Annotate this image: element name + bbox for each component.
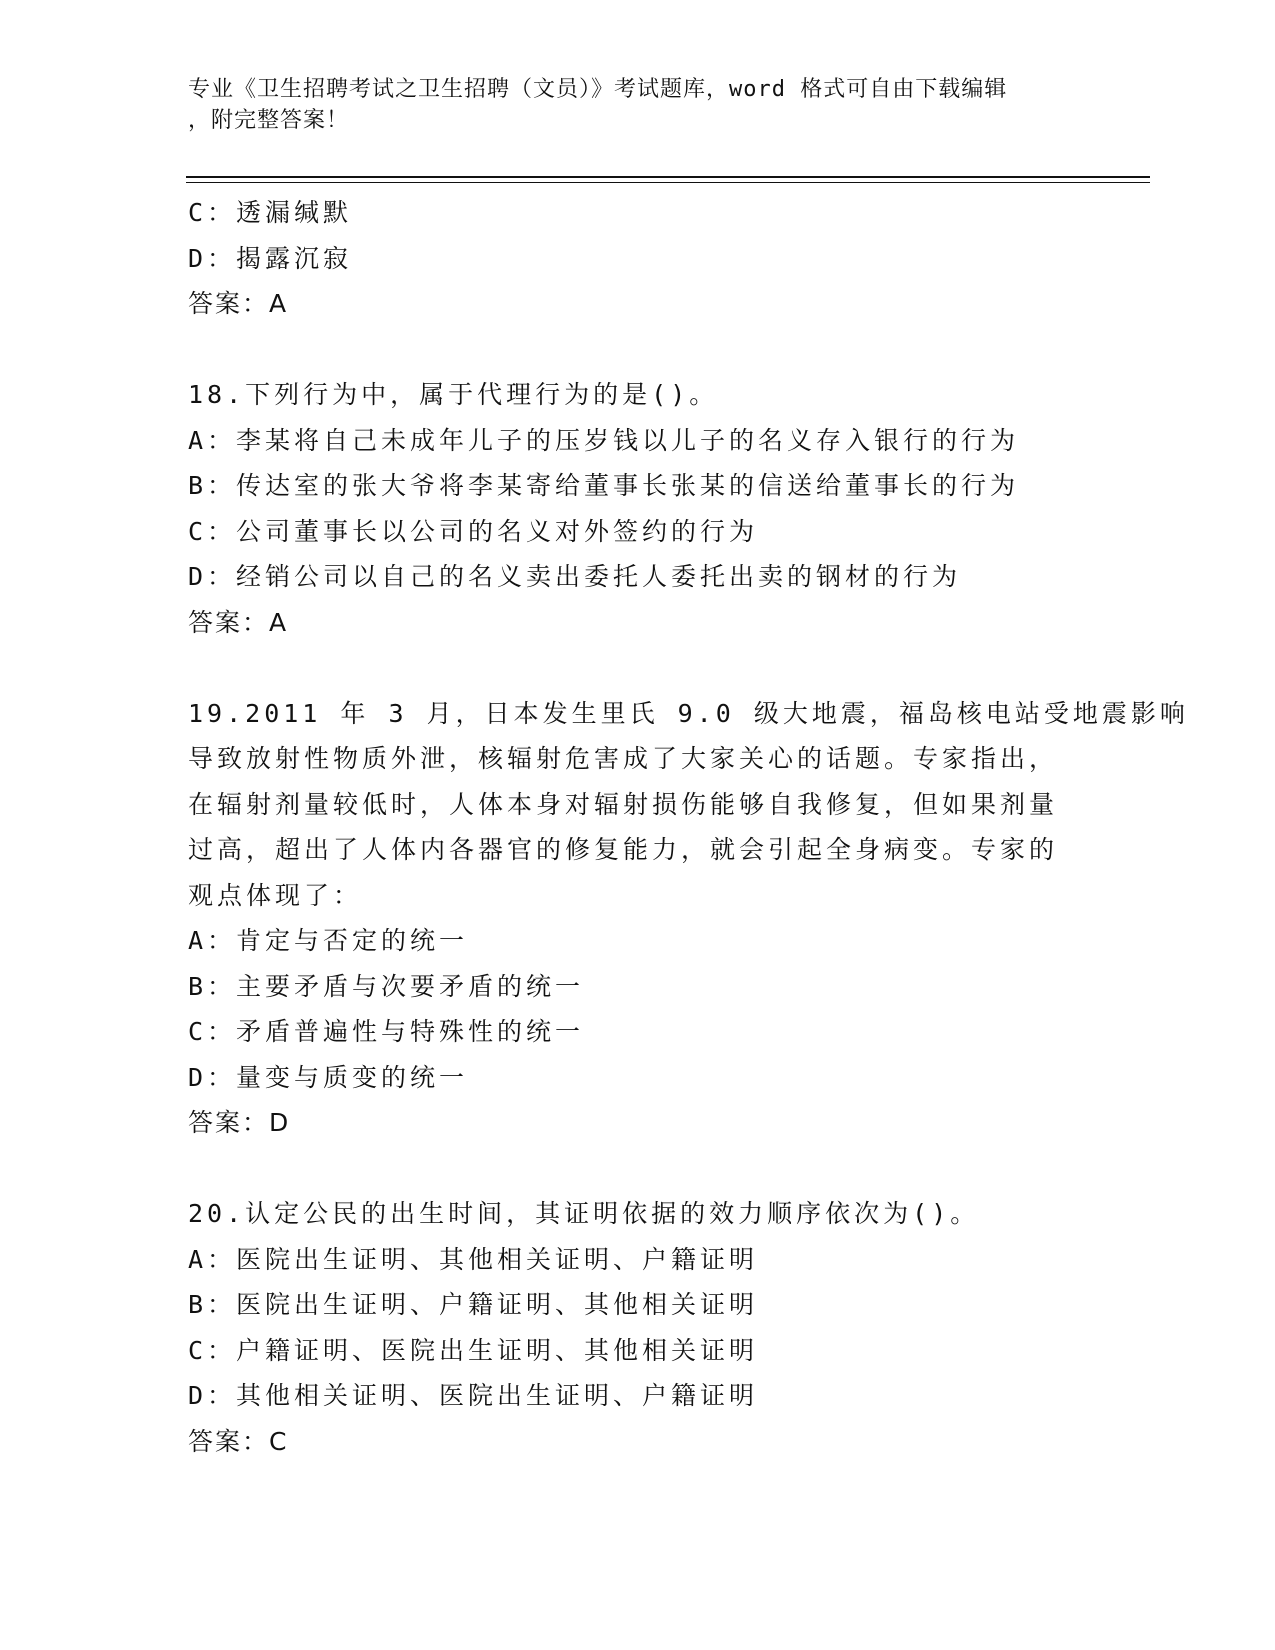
option-d: D：其他相关证明、医院出生证明、户籍证明 <box>188 1381 759 1410</box>
option-c: C：透漏缄默 <box>188 198 353 227</box>
header-line-2: ，附完整答案！ <box>188 108 350 133</box>
header-rule-thin <box>186 182 1150 183</box>
option-b: B：医院出生证明、户籍证明、其他相关证明 <box>188 1290 759 1319</box>
option-a: A：李某将自己未成年儿子的压岁钱以儿子的名义存入银行的行为 <box>188 425 1020 455</box>
question-text-line-1: 19.2011 年 3 月，日本发生里氏 9.0 级大地震，福岛核电站受地震影响 <box>188 698 1189 728</box>
option-b: B：主要矛盾与次要矛盾的统一 <box>188 971 585 1001</box>
answer-line: 答案：A <box>188 607 289 637</box>
document-body <box>188 190 1189 1464</box>
question-20 <box>188 1191 1088 1464</box>
answer-line: 答案：C <box>188 1426 289 1456</box>
question-17-tail <box>188 190 1088 327</box>
question-text: 18.下列行为中，属于代理行为的是()。 <box>188 380 719 409</box>
option-d: D：经销公司以自己的名义卖出委托人委托出卖的钢材的行为 <box>188 562 962 591</box>
question-18 <box>188 372 1088 645</box>
answer-line: 答案：D <box>188 1108 291 1137</box>
spacer <box>188 327 1088 373</box>
option-a: A：肯定与否定的统一 <box>188 926 469 955</box>
header-line-1: 专业《卫生招聘考试之卫生招聘（文员）》考试题库，word 格式可自由下载编辑 <box>188 77 1008 102</box>
spacer <box>188 1146 1088 1192</box>
option-a: A：医院出生证明、其他相关证明、户籍证明 <box>188 1244 759 1274</box>
question-text: 20.认定公民的出生时间，其证明依据的效力顺序依次为()。 <box>188 1199 980 1228</box>
option-c: C：户籍证明、医院出生证明、其他相关证明 <box>188 1335 759 1365</box>
answer-line: 答案：A <box>188 289 289 318</box>
document-header <box>188 74 1068 136</box>
spacer <box>188 645 1088 691</box>
option-d: D：揭露沉寂 <box>188 243 353 273</box>
question-19 <box>188 691 1189 1146</box>
option-b: B：传达室的张大爷将李某寄给董事长张某的信送给董事长的行为 <box>188 471 1020 500</box>
question-text-line-3: 在辐射剂量较低时，人体本身对辐射损伤能够自我修复，但如果剂量 <box>188 789 1059 819</box>
question-text-line-5: 观点体现了： <box>188 880 363 910</box>
question-text-line-2: 导致放射性物质外泄，核辐射危害成了大家关心的话题。专家指出， <box>188 744 1059 773</box>
question-text-line-4: 过高，超出了人体内各器官的修复能力，就会引起全身病变。专家的 <box>188 835 1059 864</box>
option-d: D：量变与质变的统一 <box>188 1062 469 1092</box>
option-c: C：公司董事长以公司的名义对外签约的行为 <box>188 516 759 546</box>
option-c: C：矛盾普遍性与特殊性的统一 <box>188 1017 585 1046</box>
header-rule-thick <box>186 176 1150 178</box>
